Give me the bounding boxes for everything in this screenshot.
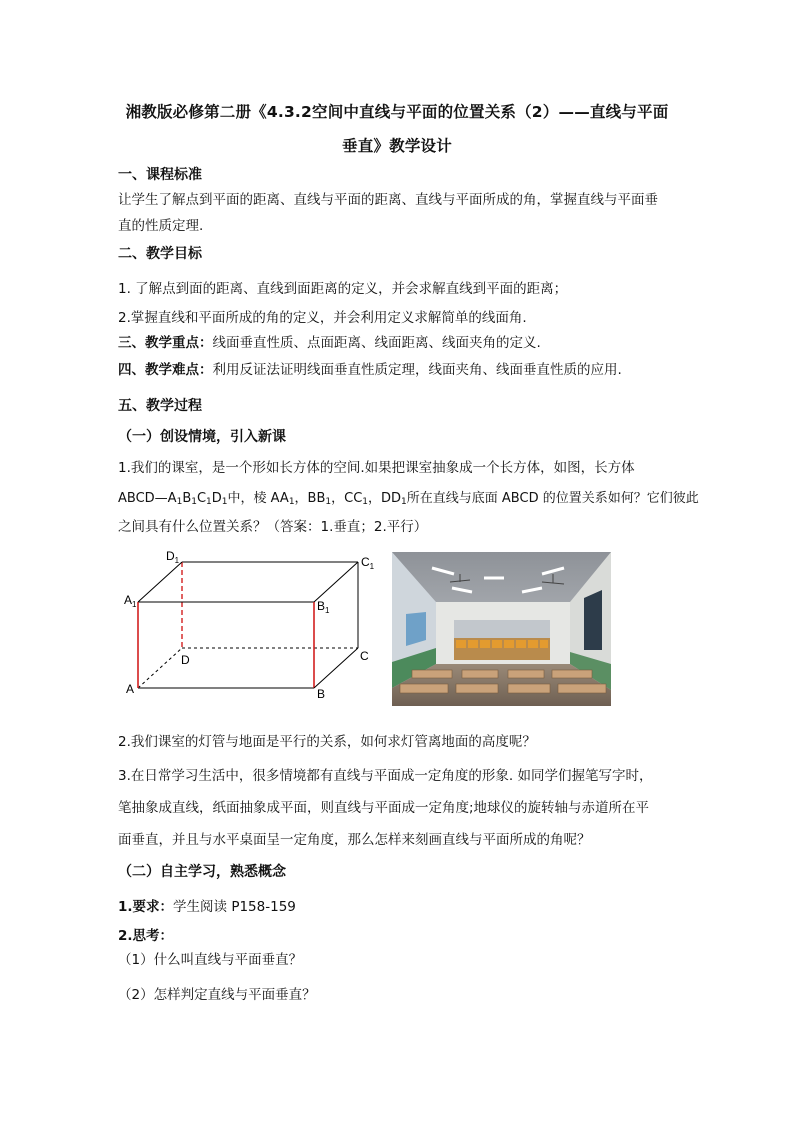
classroom-photo [392, 552, 611, 706]
curriculum-text-line2: 直的性质定理. [118, 218, 204, 234]
question3-line1: 3.在日常学习生活中，很多情境都有直线与平面成一定角度的形象. 如同学们握笔写字时， [118, 768, 653, 784]
edge-b1c1 [314, 562, 358, 602]
question3-line3: 面垂直，并且与水平桌面呈一定角度，那么怎样来刻画直线与平面所成的角呢？ [118, 832, 591, 848]
q1-question-text: 所在直线与底面 ABCD 的位置关系如何？它们彼此 [406, 491, 699, 506]
think-question-1: （1）什么叫直线与平面垂直？ [118, 952, 303, 968]
q1-prism-name-start: ABCD—A [118, 491, 177, 506]
label-a: A [126, 682, 135, 696]
objective-item-1: 1. 了解点到面的距离、直线到面距离的定义，并会求解直线到平面的距离； [118, 281, 568, 297]
label-b1: $B_1$ [317, 599, 330, 615]
section-heading-curriculum: 一、课程标准 [118, 167, 202, 183]
difficulties-text: 利用反证法证明线面垂直性质定理，线面夹角、线面垂直性质的应用. [212, 362, 622, 378]
requirement-label: 1.要求： [118, 899, 174, 915]
key-points-paragraph [118, 334, 688, 352]
think-question-2: （2）怎样判定直线与平面垂直？ [118, 987, 316, 1003]
question1-line1: 1.我们的课室，是一个形如长方体的空间.如果把课室抽象成一个长方体，如图，长方体 [118, 460, 635, 476]
subsection-heading-1: （一）创设情境，引入新课 [118, 429, 286, 445]
label-d: D [181, 653, 190, 667]
label-c1: $C_1$ [361, 555, 375, 571]
q1-edges-start: 中，棱 AA [227, 491, 289, 506]
question1-line2: $ABCD—A_1B_1C_1D_1$中，棱 $AA_1$，$BB_1$，$CC_1$，$DD_1$所在直线与底面 ABCD 的位置关系如何？它们彼此 [118, 491, 699, 507]
document-title-line1: 湘教版必修第二册《4.3.2空间中直线与平面的位置关系（2）——直线与平面 [125, 103, 669, 121]
think-label: 2.思考： [118, 928, 174, 944]
subsection-heading-2: （二）自主学习，熟悉概念 [118, 864, 286, 880]
label-c: C [360, 649, 369, 663]
key-points-label: 三、教学重点： [118, 335, 213, 351]
question3-line2: 笔抽象成直线，纸面抽象成平面，则直线与平面成一定角度;地球仪的旋转轴与赤道所在平 [118, 800, 650, 816]
question1-line3: 之间具有什么位置关系？（答案：1.垂直；2.平行） [118, 519, 428, 535]
difficulties-label: 四、教学难点： [118, 362, 213, 378]
cuboid-figure [118, 548, 378, 703]
objective-item-2: 2.掌握直线和平面所成的角的定义，并会利用定义求解简单的线面角. [118, 310, 527, 326]
question2: 2.我们课室的灯管与地面是平行的关系，如何求灯管离地面的高度呢？ [118, 734, 536, 750]
difficulties-paragraph [118, 361, 688, 379]
label-d1: $D_1$ [166, 549, 180, 565]
section-heading-process: 五、教学过程 [118, 398, 202, 414]
edge-a1d1 [138, 562, 182, 602]
edge-bc [314, 648, 358, 688]
section-heading-objectives: 二、教学目标 [118, 246, 202, 262]
edge-ad-hidden [138, 648, 182, 688]
key-points-text: 线面垂直性质、点面距离、线面距离、线面夹角的定义. [212, 335, 541, 351]
label-b: B [317, 687, 326, 701]
label-a1: $A_1$ [124, 593, 137, 609]
curriculum-text-line1: 让学生了解点到平面的距离、直线与平面的距离、直线与平面所成的角，掌握直线与平面垂 [118, 192, 658, 208]
document-title-line2: 垂直》教学设计 [342, 137, 452, 155]
requirement-text: 学生阅读 P158-159 [173, 899, 296, 915]
requirement-paragraph [118, 898, 688, 916]
